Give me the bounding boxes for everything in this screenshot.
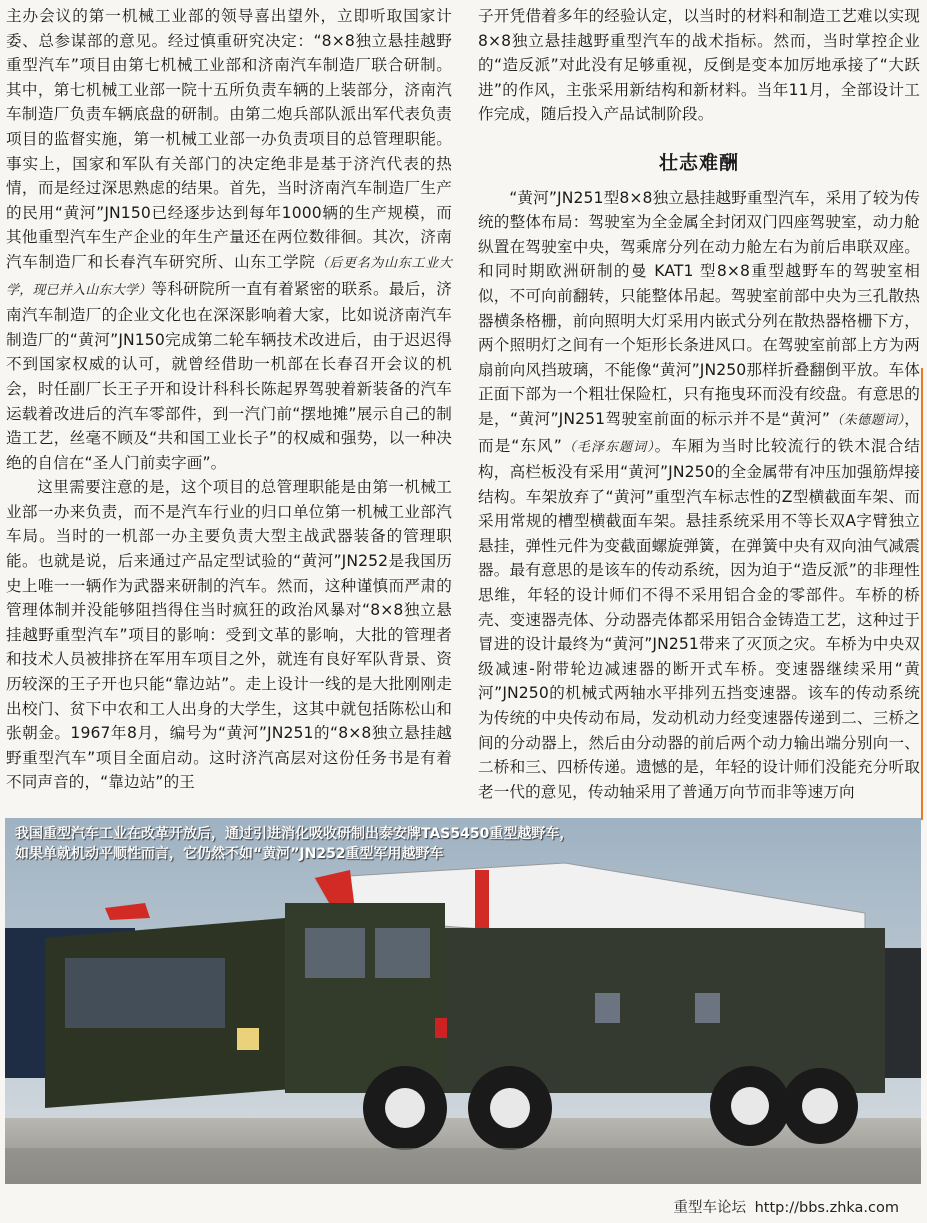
paragraph bbox=[478, 186, 920, 805]
text-run: ，而是“东风” bbox=[478, 409, 920, 455]
caption-line: 我国重型汽车工业在改革开放后，通过引进消化吸收研制出泰安牌TAS5450重型越野车， bbox=[15, 826, 574, 842]
right-text-column bbox=[478, 4, 920, 804]
inline-note: （毛泽东题词） bbox=[561, 439, 655, 455]
photo-caption bbox=[15, 824, 835, 864]
text-run: 。车厢为当时比较流行的铁木混合结构，高栏板没有采用“黄河”JN250的全金属带有冲压加强筋焊接结构。车架放弃了“黄河”重型汽车标志性的Z型横截面车架、而采用常规的槽型横截面车架。悬挂系统采用不等长双A字臂独立悬挂，弹性元件为变截面螺旋弹簧，在弹簧中央有双向油气减震器。最有意思的是该车的传动系统，因为迫于“造反派”的非理性思维，年轻的设计师们不得不采用铝合金的零部件。车桥的桥壳、变速器壳体、分动器壳体都采用铝合金铸造工艺，这种过于冒进的设计最终为“黄河”JN251带来了灭顶之灾。车桥为中央双级减速-附带轮边减速器的断开式车桥。变速器继续采用“黄河”JN250的机械式两轴水平排列五挡变速器。该车的传动系统为传统的中央传动布局，发动机动力经变速器传递到二、三桥之间的分动器上，然后由分动器的前后两个动力输出端分别向一、二桥和三、四桥传递。遗憾的是，年轻的设计师们没能充分听取老一代的意见，传动轴采用了普通万向节而非等速万向 bbox=[478, 436, 920, 801]
paragraph: 子开凭借着多年的经验认定，以当时的材料和制造工艺难以实现8×8独立悬挂越野重型汽车的战术指标。然而，当时掌控企业的“造反派”对此没有足够重视，反倒是变本加厉地承接了“大跃进”的作风，主张采用新结构和新材料。当年11月，全部设计工作完成，随后投入产品试制阶段。 bbox=[478, 7, 920, 124]
paragraph bbox=[6, 4, 452, 475]
inline-note: （朱德题词） bbox=[830, 412, 905, 428]
section-heading: 壮志难酬 bbox=[658, 151, 739, 174]
text-run: “黄河”JN251型8×8独立悬挂越野重型汽车，采用了较为传统的整体布局：驾驶室为全金属全封闭双门四座驾驶室，动力舱纵置在驾驶室中央，驾乘席分列在动力舱左右为前后串联双座。和同时期欧洲研制的曼 KAT1 型8×8重型越野车的驾驶室相似，不可向前翻转，只能整体吊起。驾驶室前部中央为三孔散热器横条格栅，前向照明大灯采用内嵌式分列在散热器格栅下方，两个照明灯之间有一个矩形长条进风口。在驾驶室前部上方为两扇前向风挡玻璃，不能像“黄河”JN250那样折叠翻倒平放。车体正面下部为一个粗壮保险杠，只有拖曳环而没有绞盘。有意思的是，“黄河”JN251驾驶室前面的标示并不是“黄河” bbox=[478, 188, 920, 428]
left-text-column bbox=[6, 4, 452, 795]
photo-illustration bbox=[5, 818, 921, 1184]
text-run: 等科研院所一直有着紧密的联系。最后，济南汽车制造厂的企业文化也在深深影响着大家，比如说济南汽车制造厂的“黄河”JN150完成第二轮车辆技术改进后，由于迟迟得不到国家权威的认可，就曾经借助一机部在长春召开会议的机会，时任副厂长王子开和设计科科长陈起界驾驶着新装备的汽车运载着改进后的汽车零部件，到一汽门前“摆地摊”展示自己的制造工艺，丝毫不顾及“共和国工业长子”的权威和强势，以一种决绝的自信在“圣人门前卖字画”。 bbox=[6, 279, 452, 472]
margin-rule bbox=[921, 368, 923, 820]
page-footer bbox=[669, 1196, 899, 1217]
forum-name: 重型车论坛 bbox=[673, 1200, 746, 1216]
forum-url[interactable]: http://bbs.zhka.com bbox=[754, 1200, 899, 1216]
missile-truck-photo bbox=[5, 818, 921, 1184]
caption-line: 如果单就机动平顺性而言，它仍然不如“黄河”JN252重型军用越野车 bbox=[15, 846, 444, 862]
inline-note: （后更名为山东工业大学，现已并入山东大学） bbox=[6, 255, 452, 298]
text-run: 主办会议的第一机械工业部的领导喜出望外，立即听取国家计委、总参谋部的意见。经过慎重研究决定：“8×8独立悬挂越野重型汽车”项目由第七机械工业部和济南汽车制造厂联合研制。其中，第七机械工业部一院十五所负责车辆的上装部分，济南汽车制造厂负责车辆底盘的研制。由第二炮兵部队派出军代表负责项目的监督实施，第一机械工业部一办负责项目的总管理职能。事实上，国家和军队有关部门的决定绝非是基于济汽代表的热情，而是经过深思熟虑的结果。首先，当时济南汽车制造厂生产的民用“黄河”JN150已经逐步达到每年1000辆的生产规模，而其他重型汽车生产企业的年生产量还在两位数徘徊。其次，济南汽车制造厂和长春汽车研究所、山东工学院 bbox=[6, 7, 452, 271]
paragraph: 这里需要注意的是，这个项目的总管理职能是由第一机械工业部一办来负责，而不是汽车行业的归口单位第一机械工业部汽车局。当时的一机部一办主要负责大型主战武器装备的管理职能。也就是说，后来通过产品定型试验的“黄河”JN252是我国历史上唯一一辆作为武器来研制的汽车。然而，这种谨慎而严肃的管理体制并没能够阻挡得住当时疯狂的政治风暴对“8×8独立悬挂越野重型汽车”项目的影响：受到文革的影响，大批的管理者和技术人员被排挤在军用车项目之外，就连有良好军队背景、资历较深的王子开也只能“靠边站”。走上设计一线的是大批刚刚走出校门、贫下中农和工人出身的大学生，这其中就包括陈松山和张朝金。1967年8月，编号为“黄河”JN251的“8×8独立悬挂越野重型汽车”项目全面启动。这时济汽高层对这份任务书是有着不同声音的，“靠边站”的王 bbox=[6, 478, 452, 792]
